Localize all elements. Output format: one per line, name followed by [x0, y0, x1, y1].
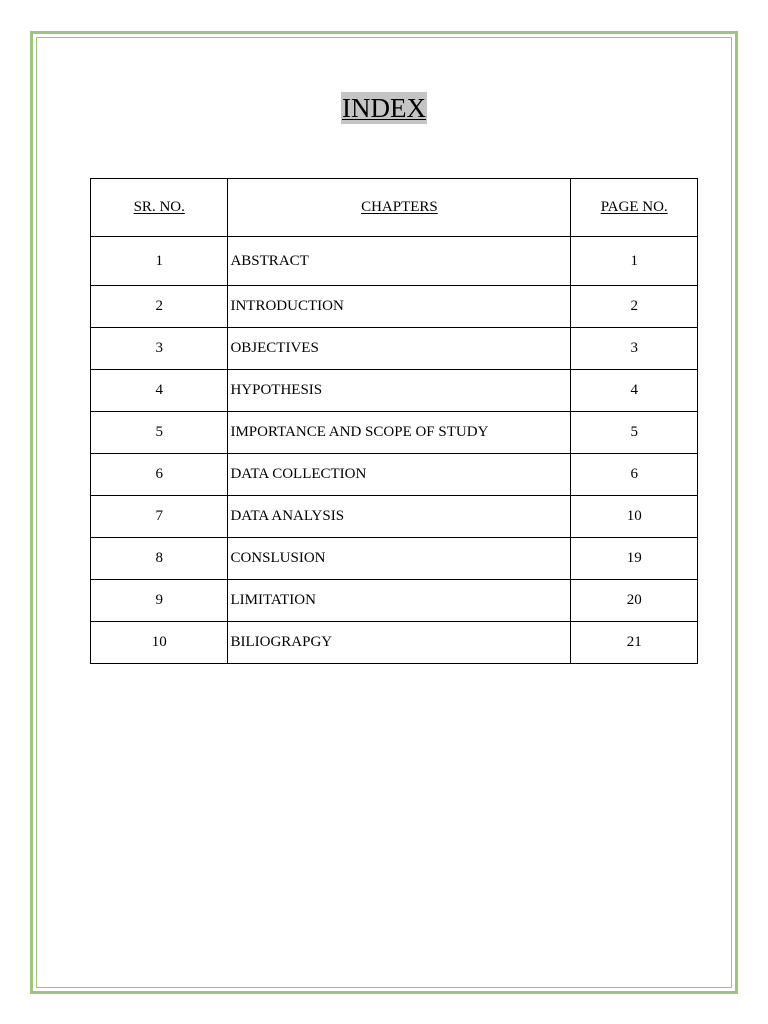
- row-chapter: INTRODUCTION: [228, 286, 571, 328]
- row-page-no: 20: [571, 580, 698, 622]
- header-sr-no: SR. NO.: [91, 179, 228, 237]
- row-page-no: 2: [571, 286, 698, 328]
- row-chapter: BILIOGRAPGY: [228, 622, 571, 664]
- table-row: [91, 496, 698, 538]
- row-chapter: LIMITATION: [228, 580, 571, 622]
- row-page-no: 4: [571, 370, 698, 412]
- row-sr-no: 6: [91, 454, 228, 496]
- row-sr-no: 2: [91, 286, 228, 328]
- table-header-row: [91, 179, 698, 237]
- row-page-no: 5: [571, 412, 698, 454]
- table-row: [91, 328, 698, 370]
- row-chapter: HYPOTHESIS: [228, 370, 571, 412]
- row-page-no: 1: [571, 237, 698, 286]
- table-row: [91, 538, 698, 580]
- table-row: [91, 237, 698, 286]
- row-sr-no: 7: [91, 496, 228, 538]
- row-page-no: 3: [571, 328, 698, 370]
- row-chapter: OBJECTIVES: [228, 328, 571, 370]
- row-sr-no: 9: [91, 580, 228, 622]
- row-page-no: 21: [571, 622, 698, 664]
- row-page-no: 6: [571, 454, 698, 496]
- row-sr-no: 4: [91, 370, 228, 412]
- row-page-no: 10: [571, 496, 698, 538]
- page-title: INDEX: [342, 93, 426, 123]
- row-sr-no: 8: [91, 538, 228, 580]
- table-row: [91, 370, 698, 412]
- title-wrap: [0, 92, 768, 124]
- row-chapter: CONSLUSION: [228, 538, 571, 580]
- table-row: [91, 412, 698, 454]
- row-sr-no: 5: [91, 412, 228, 454]
- row-chapter: DATA ANALYSIS: [228, 496, 571, 538]
- header-page-no: PAGE NO.: [571, 179, 698, 237]
- row-chapter: IMPORTANCE AND SCOPE OF STUDY: [228, 412, 571, 454]
- row-chapter: DATA COLLECTION: [228, 454, 571, 496]
- row-chapter: ABSTRACT: [228, 237, 571, 286]
- table-row: [91, 580, 698, 622]
- header-chapters: CHAPTERS: [228, 179, 571, 237]
- row-sr-no: 3: [91, 328, 228, 370]
- row-sr-no: 10: [91, 622, 228, 664]
- table-row: [91, 454, 698, 496]
- row-sr-no: 1: [91, 237, 228, 286]
- table-row: [91, 286, 698, 328]
- table-row: [91, 622, 698, 664]
- index-table: [90, 178, 698, 664]
- row-page-no: 19: [571, 538, 698, 580]
